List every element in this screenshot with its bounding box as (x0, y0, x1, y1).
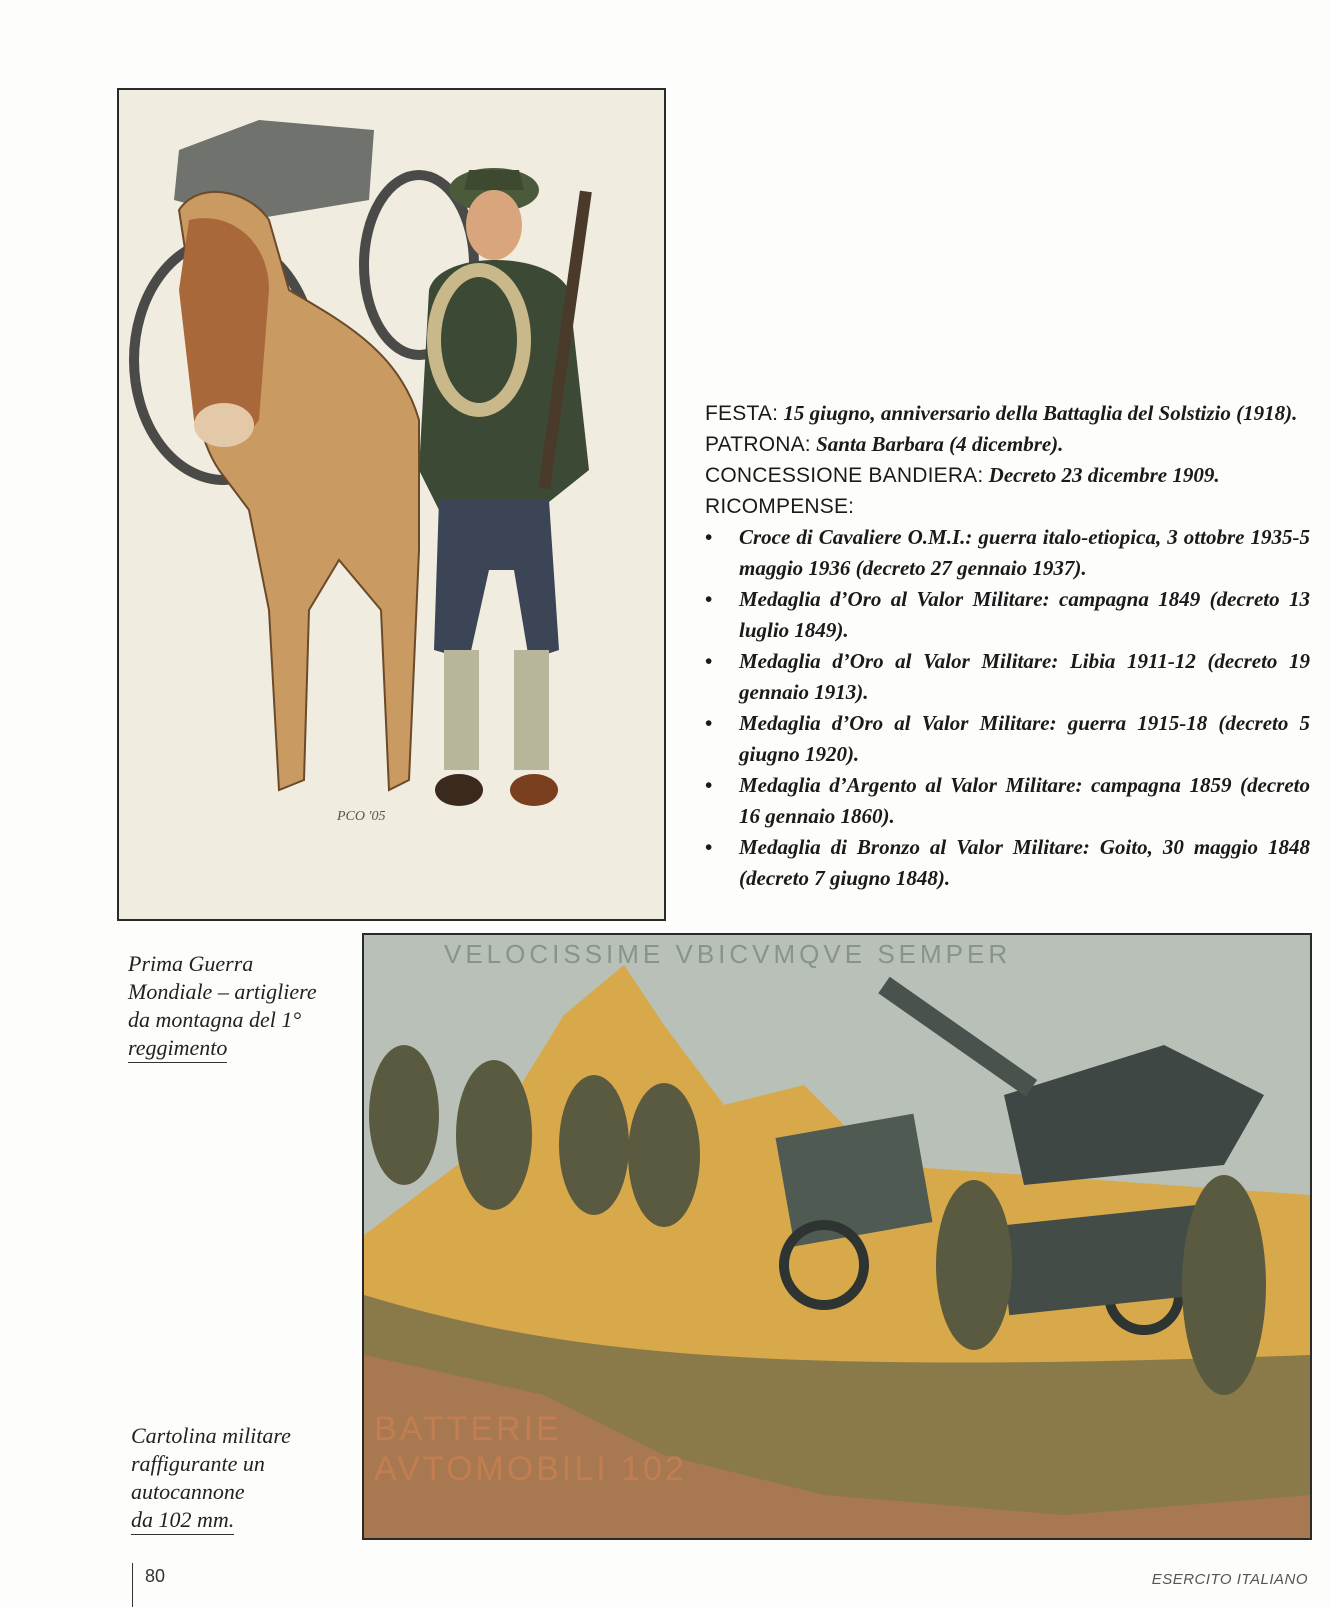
list-item: • Medaglia d’Argento al Valor Militare: campagna 1859 (decreto 16 gennaio 1860). (705, 770, 1310, 832)
postcard-autocannone (362, 933, 1312, 1540)
ricompense-list (705, 522, 1310, 894)
postcard-title-line2: AVTOMOBILI 102 (374, 1450, 687, 1488)
patrona-line (705, 429, 1310, 460)
caption-artigliere (128, 950, 317, 1062)
ricompense-label: RICOMPENSE: (705, 495, 855, 518)
ricompense-line (705, 491, 1310, 522)
festa-line (705, 398, 1310, 429)
caption-line: Prima Guerra (128, 951, 254, 976)
soldier (419, 168, 592, 806)
list-item: • Medaglia di Bronzo al Valor Militare: Goito, 30 maggio 1848 (decreto 7 giugno 1848). (705, 832, 1310, 894)
festa-value: 15 giugno, anniversario della Battaglia del Solstizio (1918). (783, 401, 1298, 425)
caption-line: raffigurante un (131, 1451, 265, 1476)
list-item: • Croce di Cavaliere O.M.I.: guerra italo-etiopica, 3 ottobre 1935-5 maggio 1936 (decreto 27 gennaio 1937). (705, 522, 1310, 584)
caption-line: Mondiale – artigliere (128, 979, 317, 1004)
artist-signature: PCO '05 (337, 809, 386, 824)
caption-line: reggimento (128, 1035, 227, 1063)
caption-line: autocannone (131, 1479, 245, 1504)
bandiera-line (705, 460, 1310, 491)
list-item: • Medaglia d’Oro al Valor Militare: campagna 1849 (decreto 13 luglio 1849). (705, 584, 1310, 646)
festa-label: FESTA: (705, 402, 779, 425)
unit-info (705, 398, 1310, 894)
patrona-label: PATRONA: (705, 433, 811, 456)
mule-muzzle (194, 403, 254, 447)
list-item: • Medaglia d’Oro al Valor Militare: Libia 1911-12 (decreto 19 gennaio 1913). (705, 646, 1310, 708)
caption-cartolina (131, 1422, 291, 1534)
illustration-artigliere (117, 88, 666, 921)
caption-line: da montagna del 1° (128, 1007, 302, 1032)
bandiera-label: CONCESSIONE BANDIERA: (705, 464, 984, 487)
patrona-value: Santa Barbara (4 dicembre). (816, 432, 1064, 456)
running-footer: ESERCITO ITALIANO (1151, 1571, 1308, 1588)
bandiera-value: Decreto 23 dicembre 1909. (988, 463, 1220, 487)
page-number: 80 (132, 1563, 165, 1607)
postcard-motto: VELOCISSIME VBICVMQVE SEMPER (444, 939, 1012, 969)
list-item: • Medaglia d’Oro al Valor Militare: guerra 1915-18 (decreto 5 giugno 1920). (705, 708, 1310, 770)
caption-line: da 102 mm. (131, 1507, 234, 1535)
postcard-title-line1: BATTERIE (374, 1410, 562, 1448)
caption-line: Cartolina militare (131, 1423, 291, 1448)
